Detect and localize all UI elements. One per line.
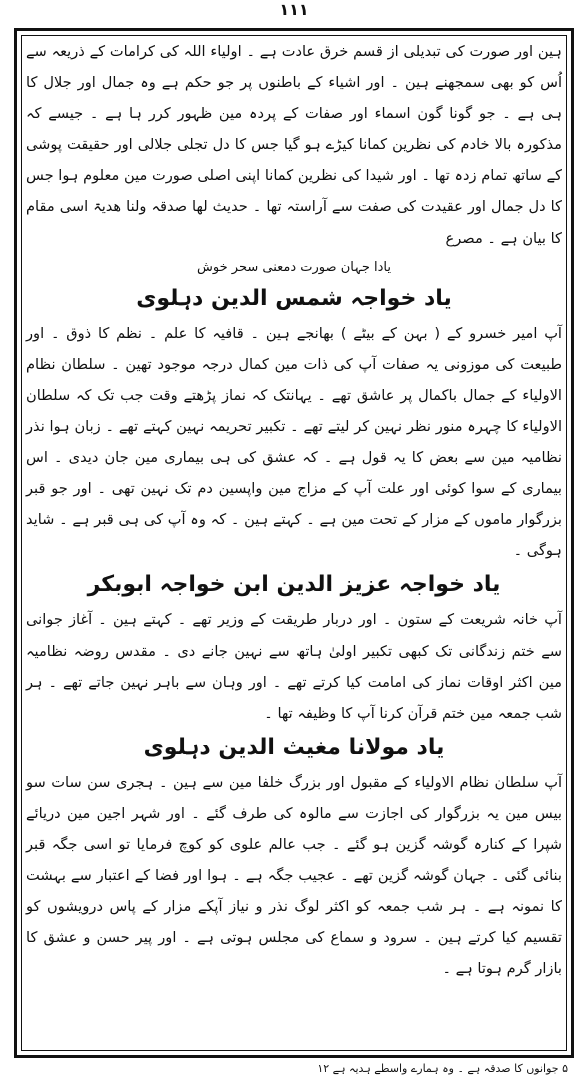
- verse-line: یادا جہان صورت دمعنی سحر خوش: [197, 259, 391, 275]
- section-body-shamsuddin: آپ امیر خسرو کے ( بہن کے بیٹے ) بھانجے ہین ۔ قافیہ کا علم ۔ نظم کا ذوق ۔ اور طبیعت کی موزونی یہ صفات آپ کی ذات مین کمال درجہ موجود تھین ۔ سلطان نظام الاولیاء کے جمال باکمال پر عاشق تھے ۔ یہانتک کہ نماز پڑھتے وقت جب تک کہ سلطان الاولیاء کا چہرہ منور نظر نہین کر لیتے تھے ۔ تکبیر تحریمہ نہین کہتے تھے ۔ زبان ہوا نذر نظامیہ مین سے بعض کا یہ قول ہے ۔ کہ عشق کی ہی بیماری مین جان دیدی ۔ اس بیماری کے سوا کوئی اور علت آپ کے مزاج مین واپسین دم تک نہین تھی ۔ اور جو قبر بزرگوار ماموں کے مزار کے تحت مین ہے ۔ کہتے ہین ۔ کہ وہ آپ کی ہی قبر ہے ۔ شاید ہوگی ۔: [26, 324, 562, 560]
- section-heading-mughisuddin: یاد مولانا مغیث الدین دہلوی: [143, 734, 445, 760]
- page-number: ۱۱۱: [279, 0, 309, 19]
- page-content: [22, 36, 566, 1052]
- section-body-azizuddin: آپ خانہ شریعت کے ستون ۔ اور دربار طریقت کے وزیر تھے ۔ کہتے ہین ۔ آغاز جوانی سے ختم زندگانی تک کبھی تکبیر اولیٰ ہاتھ سے نہین جانے دی ۔ مقدس روضہ نظامیہ مین اکثر اوقات نماز کی امامت کیا کرتے تھے ۔ اور وہان سے باہر نہین جاتے تھے ۔ ہر شب جمعہ مین ختم قرآن کرنا آپ کا وظیفہ تھا ۔: [26, 611, 562, 722]
- section-heading-shamsuddin: یاد خواجہ شمس الدین دہلوی: [136, 285, 452, 311]
- footnote: ۵ جوانوں کا صدقہ ہے ۔ وہ ہمارے واسطے ہدیہ ہے ۱۲: [317, 1062, 568, 1075]
- section-heading-azizuddin: یاد خواجہ عزیز الدین ابن خواجہ ابوبکر: [87, 572, 501, 598]
- intro-paragraph: ہین اور صورت کی تبدیلی از قسم خرق عادت ہے ۔ اولیاء اللہ کی کرامات کے ذریعہ سے اُس کو بھی سمجھنے ہین ۔ اور اشیاء کے باطنوں پر جو حکم ہے وہ جمال اور جلال کا ہی ہے ۔ جو گونا گون اسماء اور صفات کے پردہ مین ظہور کرر ہا ہے ۔ جیسے کہ مذکورہ بالا خادم کی نظرین کمانا کیڑے ہو گیا جس کا دل تجلی جلالی اور حقیقت پوشی کے ساتھ تمام زدہ تھا ۔ اور شیدا کی نظرین کمانا اپنی اصلی صورت مین معلوم ہوا جس کا دل جمال اور عقیدت کی صفت سے آراستہ تھا ۔ حدیث لھا صدقہ ولنا ھدیۃ اسی مقام کا بیان ہے ۔ مصرع: [26, 43, 562, 247]
- section-body-mughisuddin: آپ سلطان نظام الاولیاء کے مقبول اور بزرگ خلفا مین سے ہین ۔ ہجری سن سات سو بیس مین یہ بزرگوار کی اجازت سے مالوہ کی طرف گئے ۔ اور شہر اجین مین دریائے شپرا کے کنارہ گوشہ گزین ہو گئے ۔ جب عالم علوی کو کوچ فرمایا تو اسی جگہ قبر بنائی گئی ۔ جہان گوشہ گزین تھے ۔ عجیب جگہ ہے ۔ ہوا اور فضا کے اعتبار سے بہشت کا نمونہ ہے ۔ ہر شب جمعہ کو اکثر لوگ نذر و نیاز آپکے مزار کے پاس درویشوں کو تقسیم کیا کرتے ہین ۔ سرود و سماع کی مجلس ہوتی ہے ۔ اور پیر حسن و عشق کا بازار گرم ہوتا ہے ۔: [26, 773, 562, 978]
